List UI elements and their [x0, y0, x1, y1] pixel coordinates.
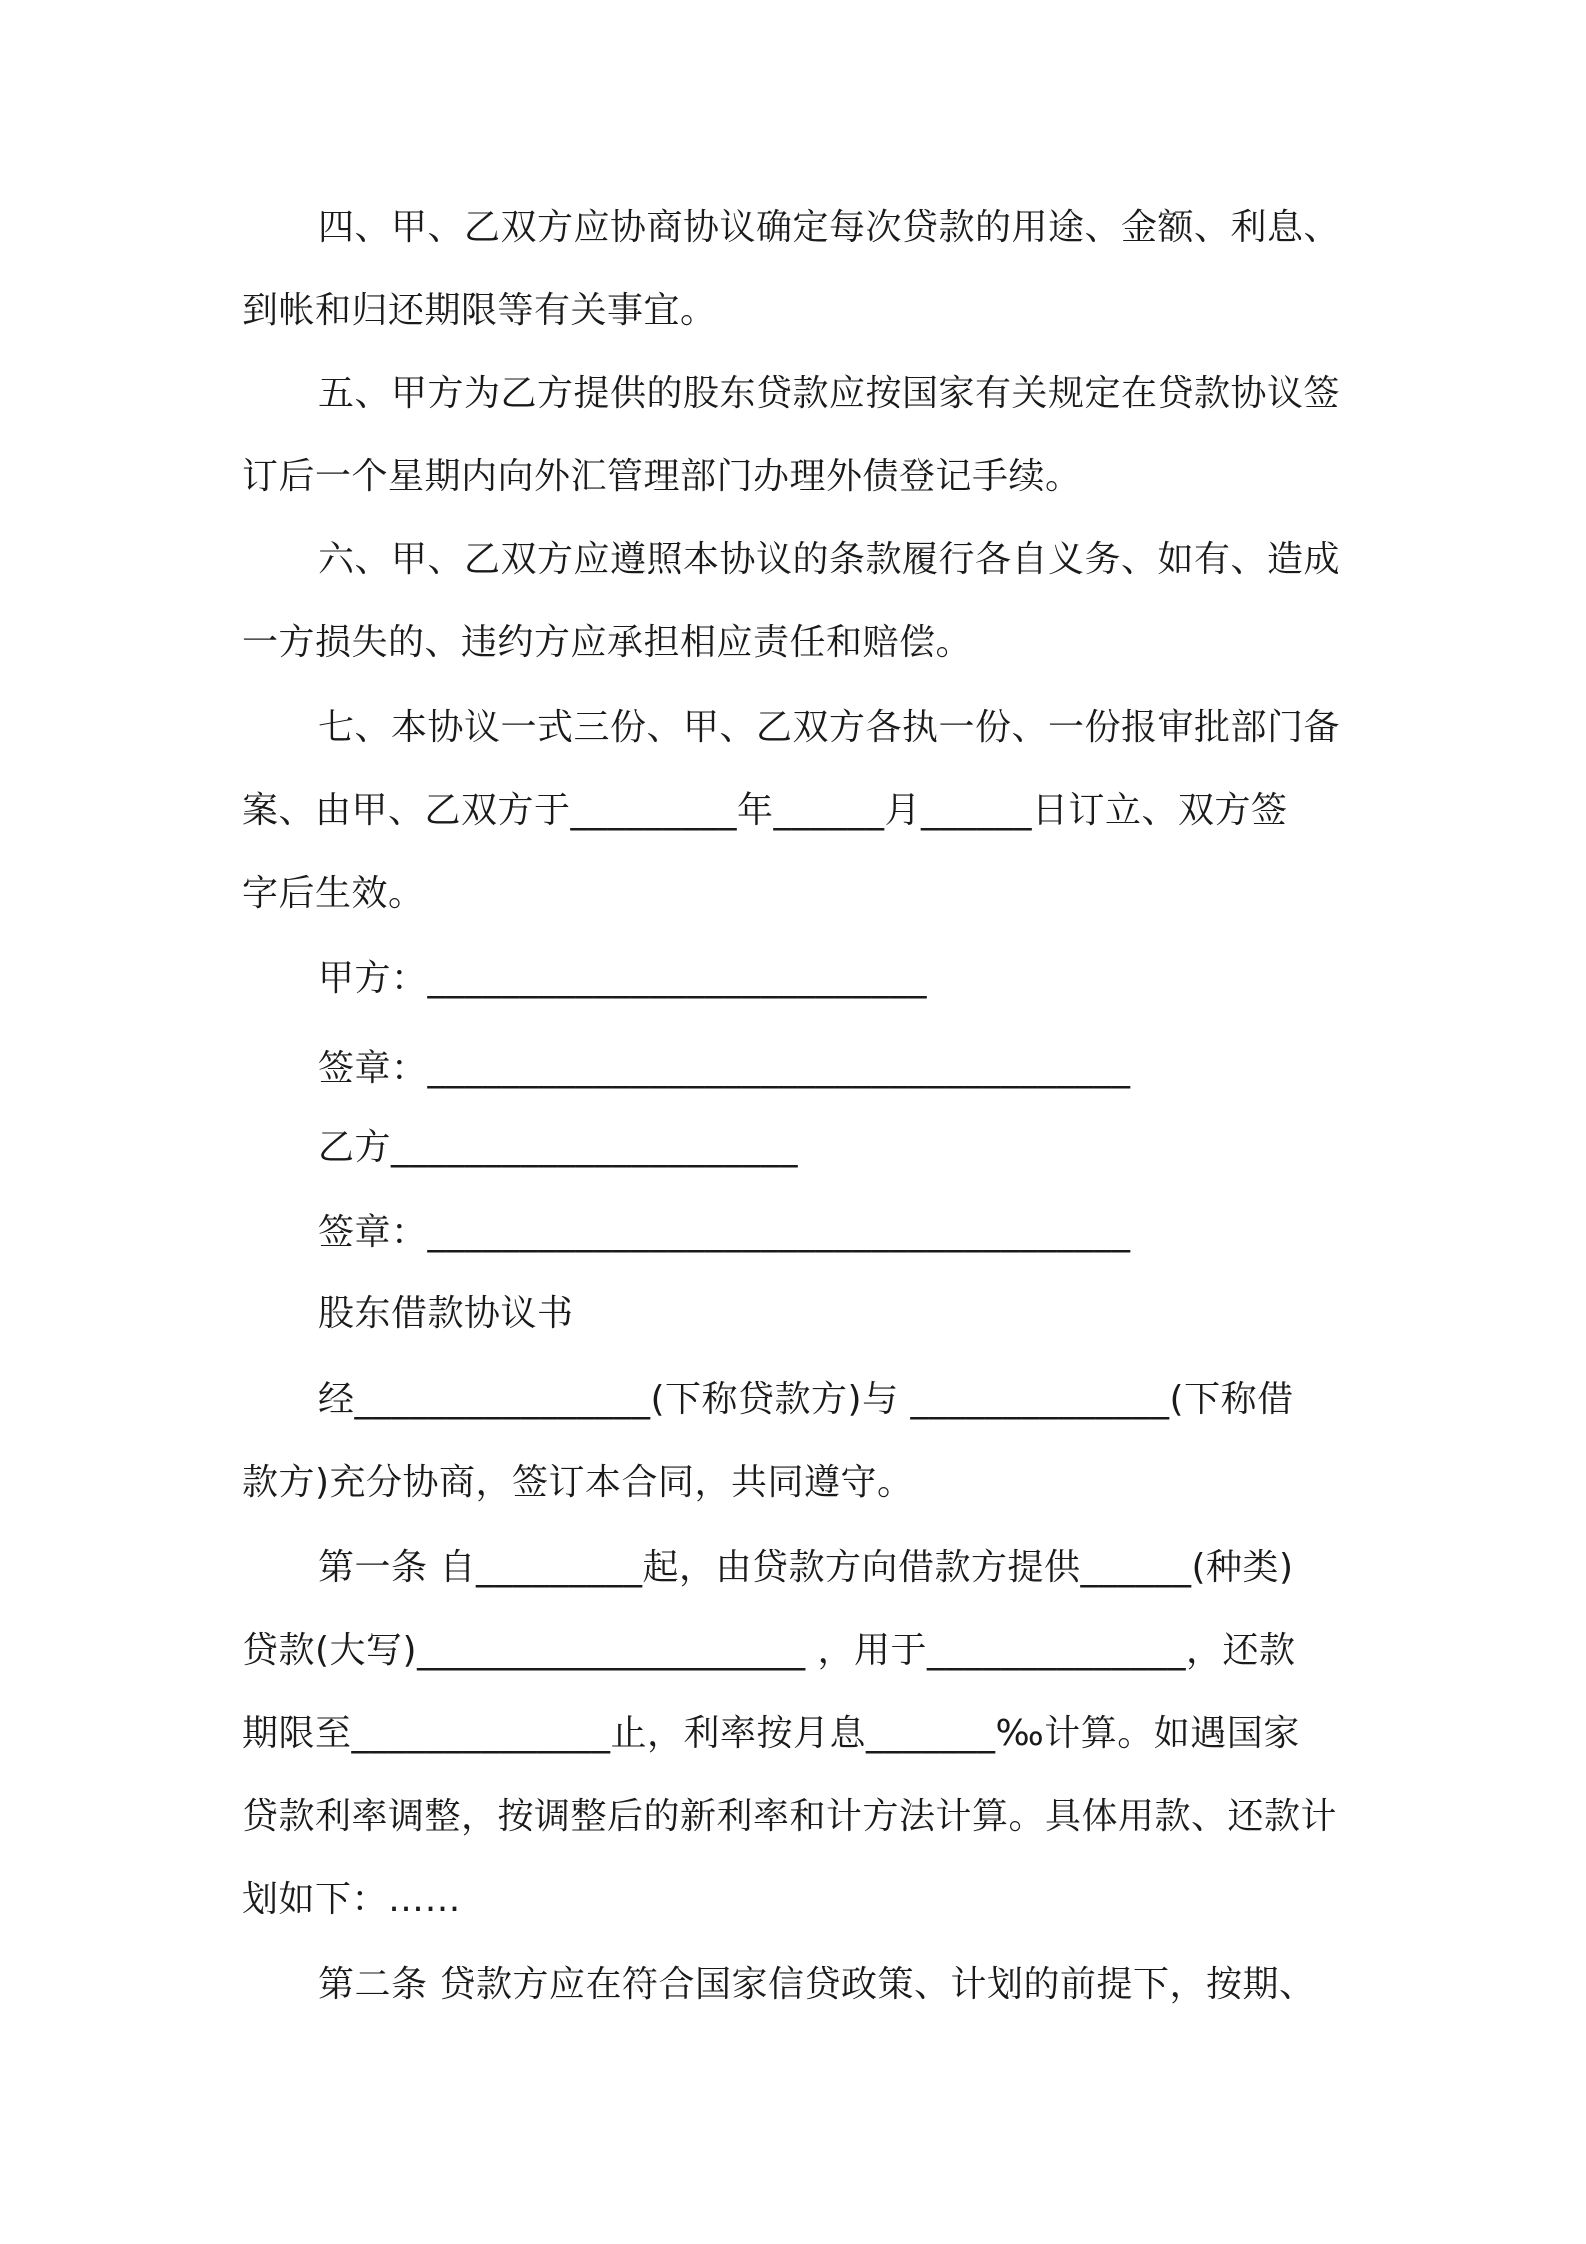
text: 签章：______________________________________ — [318, 1212, 1131, 1253]
clause-1-line-2 — [0, 1621, 1586, 1681]
article-4-line-1 — [0, 198, 1586, 258]
clause-2-line-1 — [0, 1955, 1586, 2015]
text: 股东借款协议书 — [318, 1293, 574, 1334]
text: 字后生效。 — [242, 873, 425, 914]
text: 款方)充分协商，签订本合同，共同遵守。 — [242, 1462, 914, 1503]
clause-1-line-1 — [0, 1538, 1586, 1598]
text: 划如下：…… — [242, 1879, 462, 1920]
article-7-line-2 — [0, 781, 1586, 841]
text: 五、甲方为乙方提供的股东贷款应按国家有关规定在贷款协议签 — [318, 373, 1341, 414]
party-b-line — [0, 1118, 1586, 1178]
text: 贷款利率调整，按调整后的新利率和计方法计算。具体用款、还款计 — [242, 1796, 1338, 1837]
article-4-line-2 — [0, 281, 1586, 341]
text: 签章：______________________________________ — [318, 1048, 1131, 1089]
text: 期限至______________止，利率按月息_______‰计算。如遇国家 — [242, 1713, 1300, 1754]
party-a-seal-line — [0, 1039, 1586, 1099]
text: 订后一个星期内向外汇管理部门办理外债登记手续。 — [242, 456, 1082, 497]
text: 一方损失的、违约方应承担相应责任和赔偿。 — [242, 622, 973, 663]
article-5-line-1 — [0, 364, 1586, 424]
clause-1-line-5 — [0, 1870, 1586, 1930]
text: 七、本协议一式三份、甲、乙双方各执一份、一份报审批部门备 — [318, 707, 1341, 748]
text: 第一条 自_________起，由贷款方向借款方提供______(种类) — [318, 1547, 1294, 1588]
article-6-line-2 — [0, 613, 1586, 673]
clause-1-line-3 — [0, 1704, 1586, 1764]
intro-line-1 — [0, 1370, 1586, 1430]
text: 甲方：___________________________ — [318, 958, 928, 999]
text: 六、甲、乙双方应遵照本协议的条款履行各自义务、如有、造成 — [318, 539, 1341, 580]
intro-line-2 — [0, 1453, 1586, 1513]
text: 四、甲、乙双方应协商协议确定每次贷款的用途、金额、利息、 — [318, 207, 1341, 248]
article-7-line-3 — [0, 864, 1586, 924]
article-7-line-1 — [0, 698, 1586, 758]
party-b-seal-line — [0, 1203, 1586, 1263]
text: 经________________(下称贷款方)与 ______________(下称借 — [318, 1379, 1294, 1420]
text: 第二条 贷款方应在符合国家信贷政策、计划的前提下，按期、 — [318, 1964, 1316, 2005]
party-a-line — [0, 949, 1586, 1009]
loan-agreement-title — [0, 1284, 1586, 1344]
article-5-line-2 — [0, 447, 1586, 507]
text: 乙方______________________ — [318, 1127, 799, 1168]
text: 案、由甲、乙双方于_________年______月______日订立、双方签 — [242, 790, 1288, 831]
clause-1-line-4 — [0, 1787, 1586, 1847]
text: 贷款(大写)_____________________ ，用于______________，还款 — [242, 1630, 1296, 1671]
text: 到帐和归还期限等有关事宜。 — [242, 290, 717, 331]
article-6-line-1 — [0, 530, 1586, 590]
